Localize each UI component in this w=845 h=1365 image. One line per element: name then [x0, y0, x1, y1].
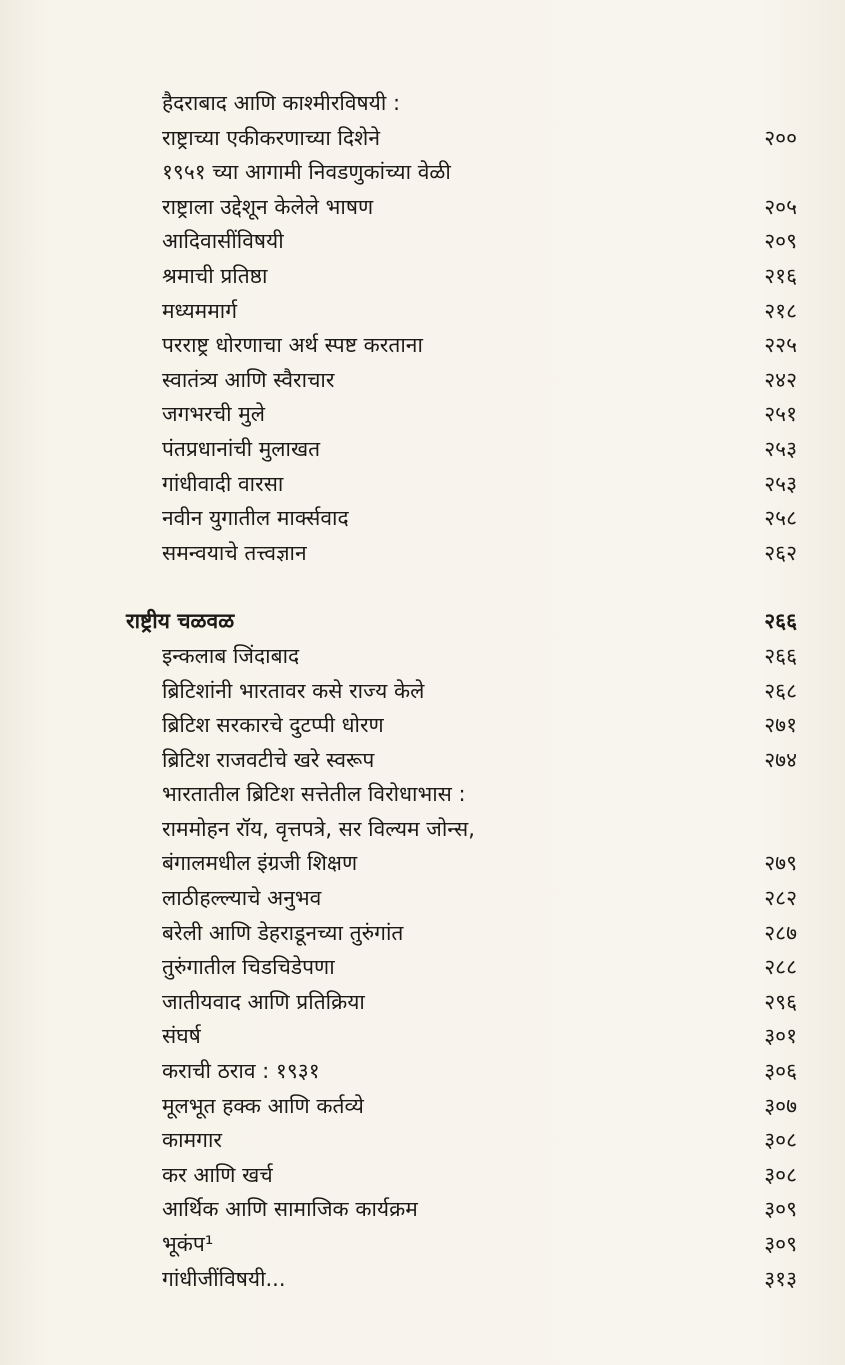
toc-entry-page: २६२	[764, 540, 797, 565]
toc-entry-page: २४२	[764, 367, 797, 392]
toc-entry-title: जातीयवाद आणि प्रतिक्रिया	[162, 989, 365, 1014]
toc-entry-title: राममोहन रॉय, वृत्तपत्रे, सर विल्यम जोन्स,	[162, 816, 475, 841]
toc-entry	[0, 950, 845, 985]
toc-entry-title: समन्वयाचे तत्त्वज्ञान	[162, 540, 307, 565]
toc-entry-page: २०५	[764, 194, 797, 219]
toc-group-1	[0, 86, 845, 570]
toc-entry-page: २८७	[764, 920, 797, 945]
toc-entry	[0, 155, 845, 190]
toc-entry-title: भारतातील ब्रिटिश सत्तेतील विरोधाभास :	[162, 782, 466, 807]
toc-entry-page: ३०६	[764, 1059, 797, 1084]
toc-entry-title: हैदराबाद आणि काश्मीरविषयी :	[162, 91, 401, 115]
toc-entry-title: आदिवासींविषयी	[162, 229, 284, 254]
toc-entry-page: २००	[764, 125, 797, 150]
toc-entry	[0, 121, 845, 156]
toc-entry-page: ३०८	[764, 1162, 797, 1187]
toc-entry-page: २५३	[764, 471, 797, 496]
toc-entry-title: ब्रिटिश राजवटीचे खरे स्वरूप	[162, 747, 375, 772]
toc-entry	[0, 259, 845, 294]
toc-entry	[0, 1227, 845, 1262]
toc-entry-title: परराष्ट्र धोरणाचा अर्थ स्पष्ट करताना	[162, 333, 423, 358]
toc-entry-title: भूकंप¹	[162, 1232, 214, 1256]
toc-entry-title: ब्रिटिशांनी भारतावर कसे राज्य केले	[162, 678, 425, 703]
toc-group-2	[0, 639, 845, 1296]
toc-entry	[0, 743, 845, 778]
toc-entry-page: ३०९	[764, 1197, 797, 1222]
toc-entry	[0, 86, 845, 121]
toc-entry-title: आर्थिक आणि सामाजिक कार्यक्रम	[162, 1197, 418, 1222]
toc-entry-page: २६६	[764, 643, 797, 668]
section-page-number: २६६	[764, 609, 797, 634]
toc-entry-page: २५१	[764, 402, 797, 427]
toc-entry-title: मूलभूत हक्क आणि कर्तव्ये	[162, 1093, 364, 1118]
toc-entry	[0, 639, 845, 674]
toc-entry	[0, 1123, 845, 1158]
toc-entry-title: संघर्ष	[162, 1024, 201, 1049]
toc-entry-title: इन्कलाब जिंदाबाद	[162, 643, 300, 668]
toc-entry-title: मध्यममार्ग	[162, 298, 238, 323]
toc-entry	[0, 1054, 845, 1089]
toc-entry	[0, 674, 845, 709]
toc-entry	[0, 224, 845, 259]
toc-entry-page: २७४	[764, 747, 797, 772]
toc-entry-title: श्रमाची प्रतिष्ठा	[162, 263, 268, 288]
toc-entry-title: कर आणि खर्च	[162, 1162, 273, 1187]
toc-entry	[0, 708, 845, 743]
toc-entry	[0, 812, 845, 847]
toc-entry-page: २५३	[764, 436, 797, 461]
toc-entry	[0, 916, 845, 951]
toc-entry	[0, 1158, 845, 1193]
toc-entry-title: कराची ठराव : १९३१	[162, 1059, 320, 1084]
toc-entry	[0, 985, 845, 1020]
toc-entry	[0, 1089, 845, 1124]
toc-entry	[0, 432, 845, 467]
toc-entry-page: २६८	[764, 678, 797, 703]
toc-entry-title: १९५१ च्या आगामी निवडणुकांच्या वेळी	[162, 160, 451, 185]
toc-entry	[0, 1262, 845, 1297]
toc-section-heading	[0, 604, 845, 639]
toc-entry-title: गांधीजींविषयी...	[162, 1266, 286, 1291]
toc-entry-page: २८८	[764, 955, 797, 980]
toc-entry-title: बरेली आणि डेहराडूनच्या तुरुंगांत	[162, 920, 404, 945]
toc-entry-title: कामगार	[162, 1128, 222, 1153]
toc-entry-page: २८२	[764, 886, 797, 911]
toc-entry-page: ३०१	[764, 1024, 797, 1049]
toc-entry-title: लाठीहल्ल्याचे अनुभव	[162, 886, 322, 911]
toc-entry-title: तुरुंगातील चिडचिडेपणा	[162, 955, 335, 980]
toc-entry-page: २२५	[764, 333, 797, 358]
toc-entry-title: नवीन युगातील मार्क्सवाद	[162, 506, 349, 531]
section-title: राष्ट्रीय चळवळ	[126, 609, 235, 634]
toc-entry-page: ३१३	[764, 1266, 797, 1291]
toc-entry	[0, 536, 845, 571]
toc-entry	[0, 1192, 845, 1227]
toc-entry	[0, 777, 845, 812]
toc-entry-title: पंतप्रधानांची मुलाखत	[162, 436, 321, 461]
toc-entry-title: राष्ट्राच्या एकीकरणाच्या दिशेने	[162, 125, 380, 150]
toc-entry	[0, 881, 845, 916]
toc-entry-page: २७१	[764, 713, 797, 738]
toc-entry-page: २५८	[764, 506, 797, 531]
toc-entry-page: ३०७	[764, 1093, 797, 1118]
toc-entry-title: जगभरची मुले	[162, 402, 266, 427]
table-of-contents	[0, 86, 845, 1296]
toc-entry-page: २०९	[764, 229, 797, 254]
toc-entry-page: ३०८	[764, 1128, 797, 1153]
toc-entry	[0, 1019, 845, 1054]
toc-entry	[0, 467, 845, 502]
toc-entry	[0, 363, 845, 398]
toc-entry-page: २१८	[764, 298, 797, 323]
toc-entry-page: २७९	[764, 851, 797, 876]
toc-entry	[0, 501, 845, 536]
toc-entry	[0, 190, 845, 225]
toc-entry-page: २९६	[764, 989, 797, 1014]
toc-entry-page: २१६	[764, 263, 797, 288]
toc-entry	[0, 397, 845, 432]
toc-entry-title: गांधीवादी वारसा	[162, 471, 284, 496]
toc-entry-title: स्वातंत्र्य आणि स्वैराचार	[162, 367, 335, 392]
toc-entry-title: राष्ट्राला उद्देशून केलेले भाषण	[162, 194, 374, 219]
toc-entry	[0, 328, 845, 363]
toc-entry-title: बंगालमधील इंग्रजी शिक्षण	[162, 851, 358, 876]
toc-entry-title: ब्रिटिश सरकारचे दुटप्पी धोरण	[162, 713, 384, 738]
section-spacer	[0, 570, 845, 604]
toc-entry	[0, 846, 845, 881]
toc-entry	[0, 294, 845, 329]
toc-entry-page: ३०९	[764, 1232, 797, 1256]
